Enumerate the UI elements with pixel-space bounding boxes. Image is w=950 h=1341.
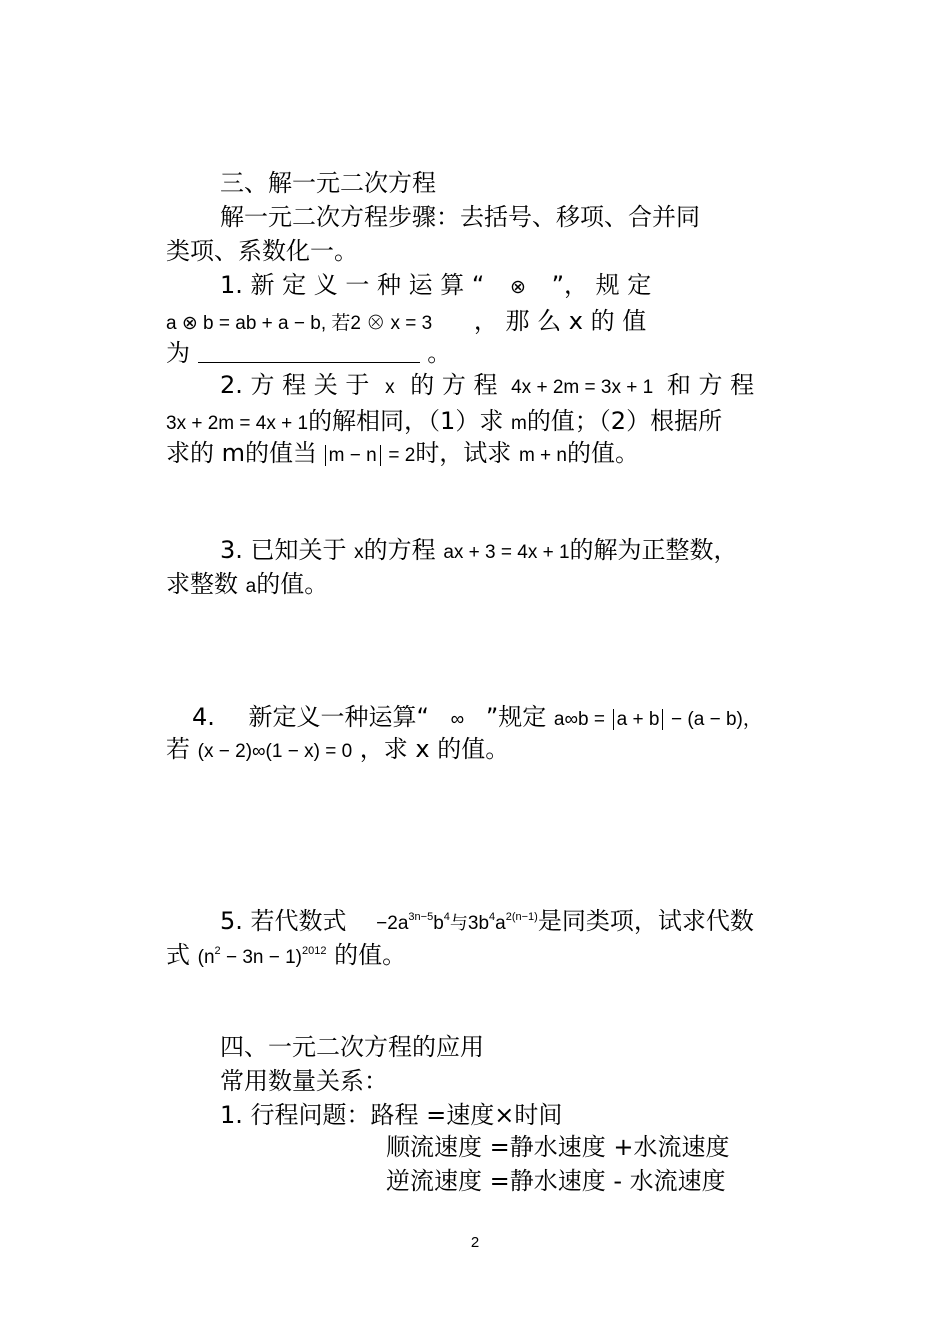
q5-term2-base: 3b	[467, 913, 490, 934]
q5-line1	[220, 902, 754, 939]
q5-term2	[468, 913, 538, 934]
steps-line2: 类项、系数化一。	[166, 237, 358, 265]
q5-term1-base: −2a	[376, 913, 409, 934]
q1-line3	[166, 338, 451, 368]
q3-line2	[166, 569, 328, 602]
q4-rhs: − (a − b)，	[671, 709, 762, 730]
answer-blank[interactable]	[198, 338, 420, 363]
q2-var-x: x	[385, 377, 395, 398]
q4-equation: (x − 2)∞(1 − x) = 0	[197, 741, 353, 762]
q3-var-a: a	[245, 576, 257, 597]
q5-line2-b: 的值。	[334, 941, 407, 969]
q1-line1-end: ”， 规 定	[551, 271, 652, 299]
q2-line1-c: 和 方 程	[666, 371, 755, 399]
q3-line2-a: 求整数	[166, 570, 238, 598]
q2-abs-eq: = 2	[388, 445, 416, 466]
q2-abs-expr: m − n	[325, 445, 381, 466]
q2-equation2: 3x + 2m = 4x + 1	[166, 413, 309, 434]
q5-with: 与	[449, 913, 468, 934]
q3-line2-b: 的值。	[256, 570, 329, 598]
q5-line2	[166, 936, 406, 973]
q2-line2	[166, 406, 722, 439]
q5-expr-n-exp: 2	[214, 945, 221, 957]
q2-line3-b: 时，试求	[415, 439, 512, 467]
q5-expr-power: 2012	[302, 945, 327, 957]
q5-term2-exp: 4	[489, 911, 496, 923]
q5-expr-n: (n	[197, 947, 215, 968]
q5-term1	[376, 913, 450, 934]
q4-number: 4.	[192, 703, 215, 731]
q2-sum-expr: m + n	[518, 445, 568, 466]
q4-line2-b: ，求 x 的值。	[359, 735, 510, 763]
q2-line2-a: 的解相同，（1）求	[308, 407, 504, 435]
q1-line1	[220, 270, 651, 303]
section4-subheading: 常用数量关系：	[220, 1067, 388, 1095]
otimes-symbol: ⊗	[510, 277, 526, 298]
q5-expression	[198, 947, 327, 968]
q4-abs-expr: a + b	[613, 709, 664, 730]
q2-line1-a: 2. 方 程 关 于	[220, 371, 370, 399]
downstream-speed: 顺流速度 =静水速度 +水流速度	[386, 1133, 730, 1161]
q4-line1-a: 新定义一种运算“	[248, 703, 429, 731]
travel-problem: 1. 行程问题：路程 =速度×时间	[220, 1101, 563, 1129]
q4-lhs: a∞b =	[553, 709, 605, 730]
q1-line2-text: ， 那 么 x 的 值	[473, 307, 647, 335]
q2-line3-a: 求的 m的值当	[166, 439, 318, 467]
q2-line2-b: 的值；（2）根据所	[526, 407, 723, 435]
section3-heading: 三、解一元二次方程	[220, 169, 436, 197]
q3-line1	[220, 535, 738, 568]
section4-heading: 四、一元二次方程的应用	[220, 1033, 484, 1061]
q5-term1-b: b	[433, 913, 444, 934]
steps-line1: 解一元二次方程步骤：去括号、移项、合并同	[220, 203, 700, 231]
q3-line1-c: 的解为正整数，	[569, 536, 738, 564]
q1-line1-text: 1. 新 定 义 一 种 运 算 “	[220, 271, 485, 299]
q5-term2-a: a	[495, 913, 506, 934]
q4-line2	[166, 734, 509, 767]
q5-line2-a: 式	[166, 941, 190, 969]
q2-line1-b: 的 方 程	[410, 371, 498, 399]
q3-line1-b: 的方程	[363, 536, 436, 564]
q2-line3	[166, 438, 639, 471]
q2-var-m: m	[510, 413, 527, 434]
q1-line3-end: 。	[427, 339, 452, 367]
infinity-symbol: ∞	[450, 709, 465, 730]
q5-term2-a-exp: 2(n−1)	[505, 911, 538, 923]
q1-line2	[166, 306, 646, 339]
q3-line1-a: 3. 已知关于	[220, 536, 347, 564]
q5-line1-b: 是同类项，试求代数	[537, 907, 754, 935]
q5-expr-rest: − 3n − 1)	[225, 947, 303, 968]
q2-equation1: 4x + 2m = 3x + 1	[511, 377, 654, 398]
q5-term1-exp: 3n−5	[408, 911, 434, 923]
q1-definition: a ⊗ b = ab + a − b, 若2 ⊗ x = 3	[166, 313, 433, 334]
q4-line2-a: 若	[166, 735, 190, 763]
q5-line1-a: 5. 若代数式	[220, 907, 347, 935]
page-number: 2	[470, 1234, 480, 1251]
q2-line3-c: 的值。	[567, 439, 640, 467]
upstream-speed: 逆流速度 =静水速度 - 水流速度	[386, 1167, 726, 1195]
q1-line3-text: 为	[166, 339, 190, 367]
q4-line1	[192, 702, 762, 735]
q2-line1	[220, 370, 754, 403]
q3-var-x: x	[354, 542, 364, 563]
q4-line1-b: ”规定	[485, 703, 547, 731]
q5-term1-b-exp: 4	[443, 911, 450, 923]
q3-equation: ax + 3 = 4x + 1	[443, 542, 570, 563]
